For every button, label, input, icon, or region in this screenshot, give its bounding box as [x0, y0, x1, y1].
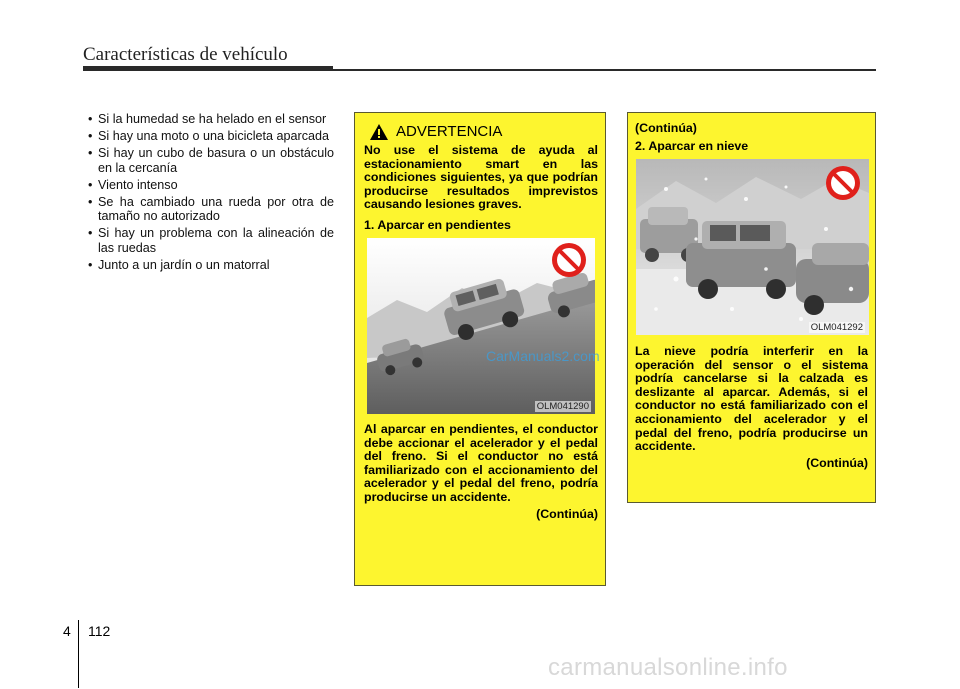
- warning-intro: No use el sistema de ayuda al estacionamiento smart en las condiciones siguientes, ya que podrían producirse resultados imprevistos causando lesiones graves.: [364, 143, 598, 212]
- chapter-number: 4: [63, 623, 71, 639]
- list-item: • Si hay un cubo de basura o un obstáculo en la cercanía: [88, 146, 334, 175]
- list-item: • Viento intenso: [88, 178, 334, 193]
- section2-title: 2. Aparcar en nieve: [635, 139, 749, 153]
- prohibition-sign-icon: [826, 166, 860, 200]
- warning-triangle-icon: [370, 124, 388, 140]
- slope-parking-figure: [367, 238, 595, 414]
- figure2-code: OLM041292: [810, 322, 863, 333]
- conditions-list: [88, 112, 334, 272]
- list-item: • Si hay una moto o una bicicleta aparcada: [88, 129, 334, 144]
- snow-parking-figure: [636, 159, 869, 335]
- continued-warning-box: [627, 112, 876, 503]
- page-header-title: Características de vehículo: [83, 44, 288, 65]
- figure1-code: OLM041290: [536, 400, 589, 412]
- list-item: • Se ha cambiado una rueda por otra de tamaño no autorizado: [88, 195, 334, 224]
- section1-title: 1. Aparcar en pendientes: [364, 217, 511, 232]
- conditions-column: [88, 112, 334, 275]
- page-number-divider: [78, 620, 79, 688]
- header-rule-thin: [333, 69, 876, 71]
- continued-note: (Continúa): [635, 121, 697, 135]
- continues-note: (Continúa): [806, 455, 868, 470]
- section1-text: Al aparcar en pendientes, el conductor debe accionar el acelerador y el pedal del freno. Si el conductor no está familiarizado con el accionamiento del acelerador y el pedal del freno, podría producirse un accidente.: [364, 421, 598, 504]
- page-number: 112: [88, 623, 111, 639]
- warning-header: [370, 123, 598, 140]
- section2-text: La nieve podría interferir en la operación del sensor o el sistema podría cancelarse si la calzada es deslizante al aparcar. Además, si el conductor no está familiarizado con el accionamiento del acelerador y el pedal del freno, podría producirse un accidente.: [635, 344, 868, 454]
- slope-parking-illustration: [367, 238, 595, 414]
- watermark-text: CarManuals2.com: [486, 348, 600, 364]
- footer-watermark: carmanualsonline.info: [548, 654, 788, 681]
- header-rule-thick: [83, 66, 333, 71]
- snow-parking-illustration: [636, 159, 869, 335]
- warning-title: ADVERTENCIA: [396, 123, 503, 140]
- list-item: • Si la humedad se ha helado en el sensor: [88, 112, 334, 127]
- prohibition-sign-icon: [552, 243, 586, 277]
- list-item: • Si hay un problema con la alineación de las ruedas: [88, 226, 334, 255]
- continues-note: (Continúa): [536, 506, 598, 521]
- list-item: • Junto a un jardín o un matorral: [88, 258, 334, 273]
